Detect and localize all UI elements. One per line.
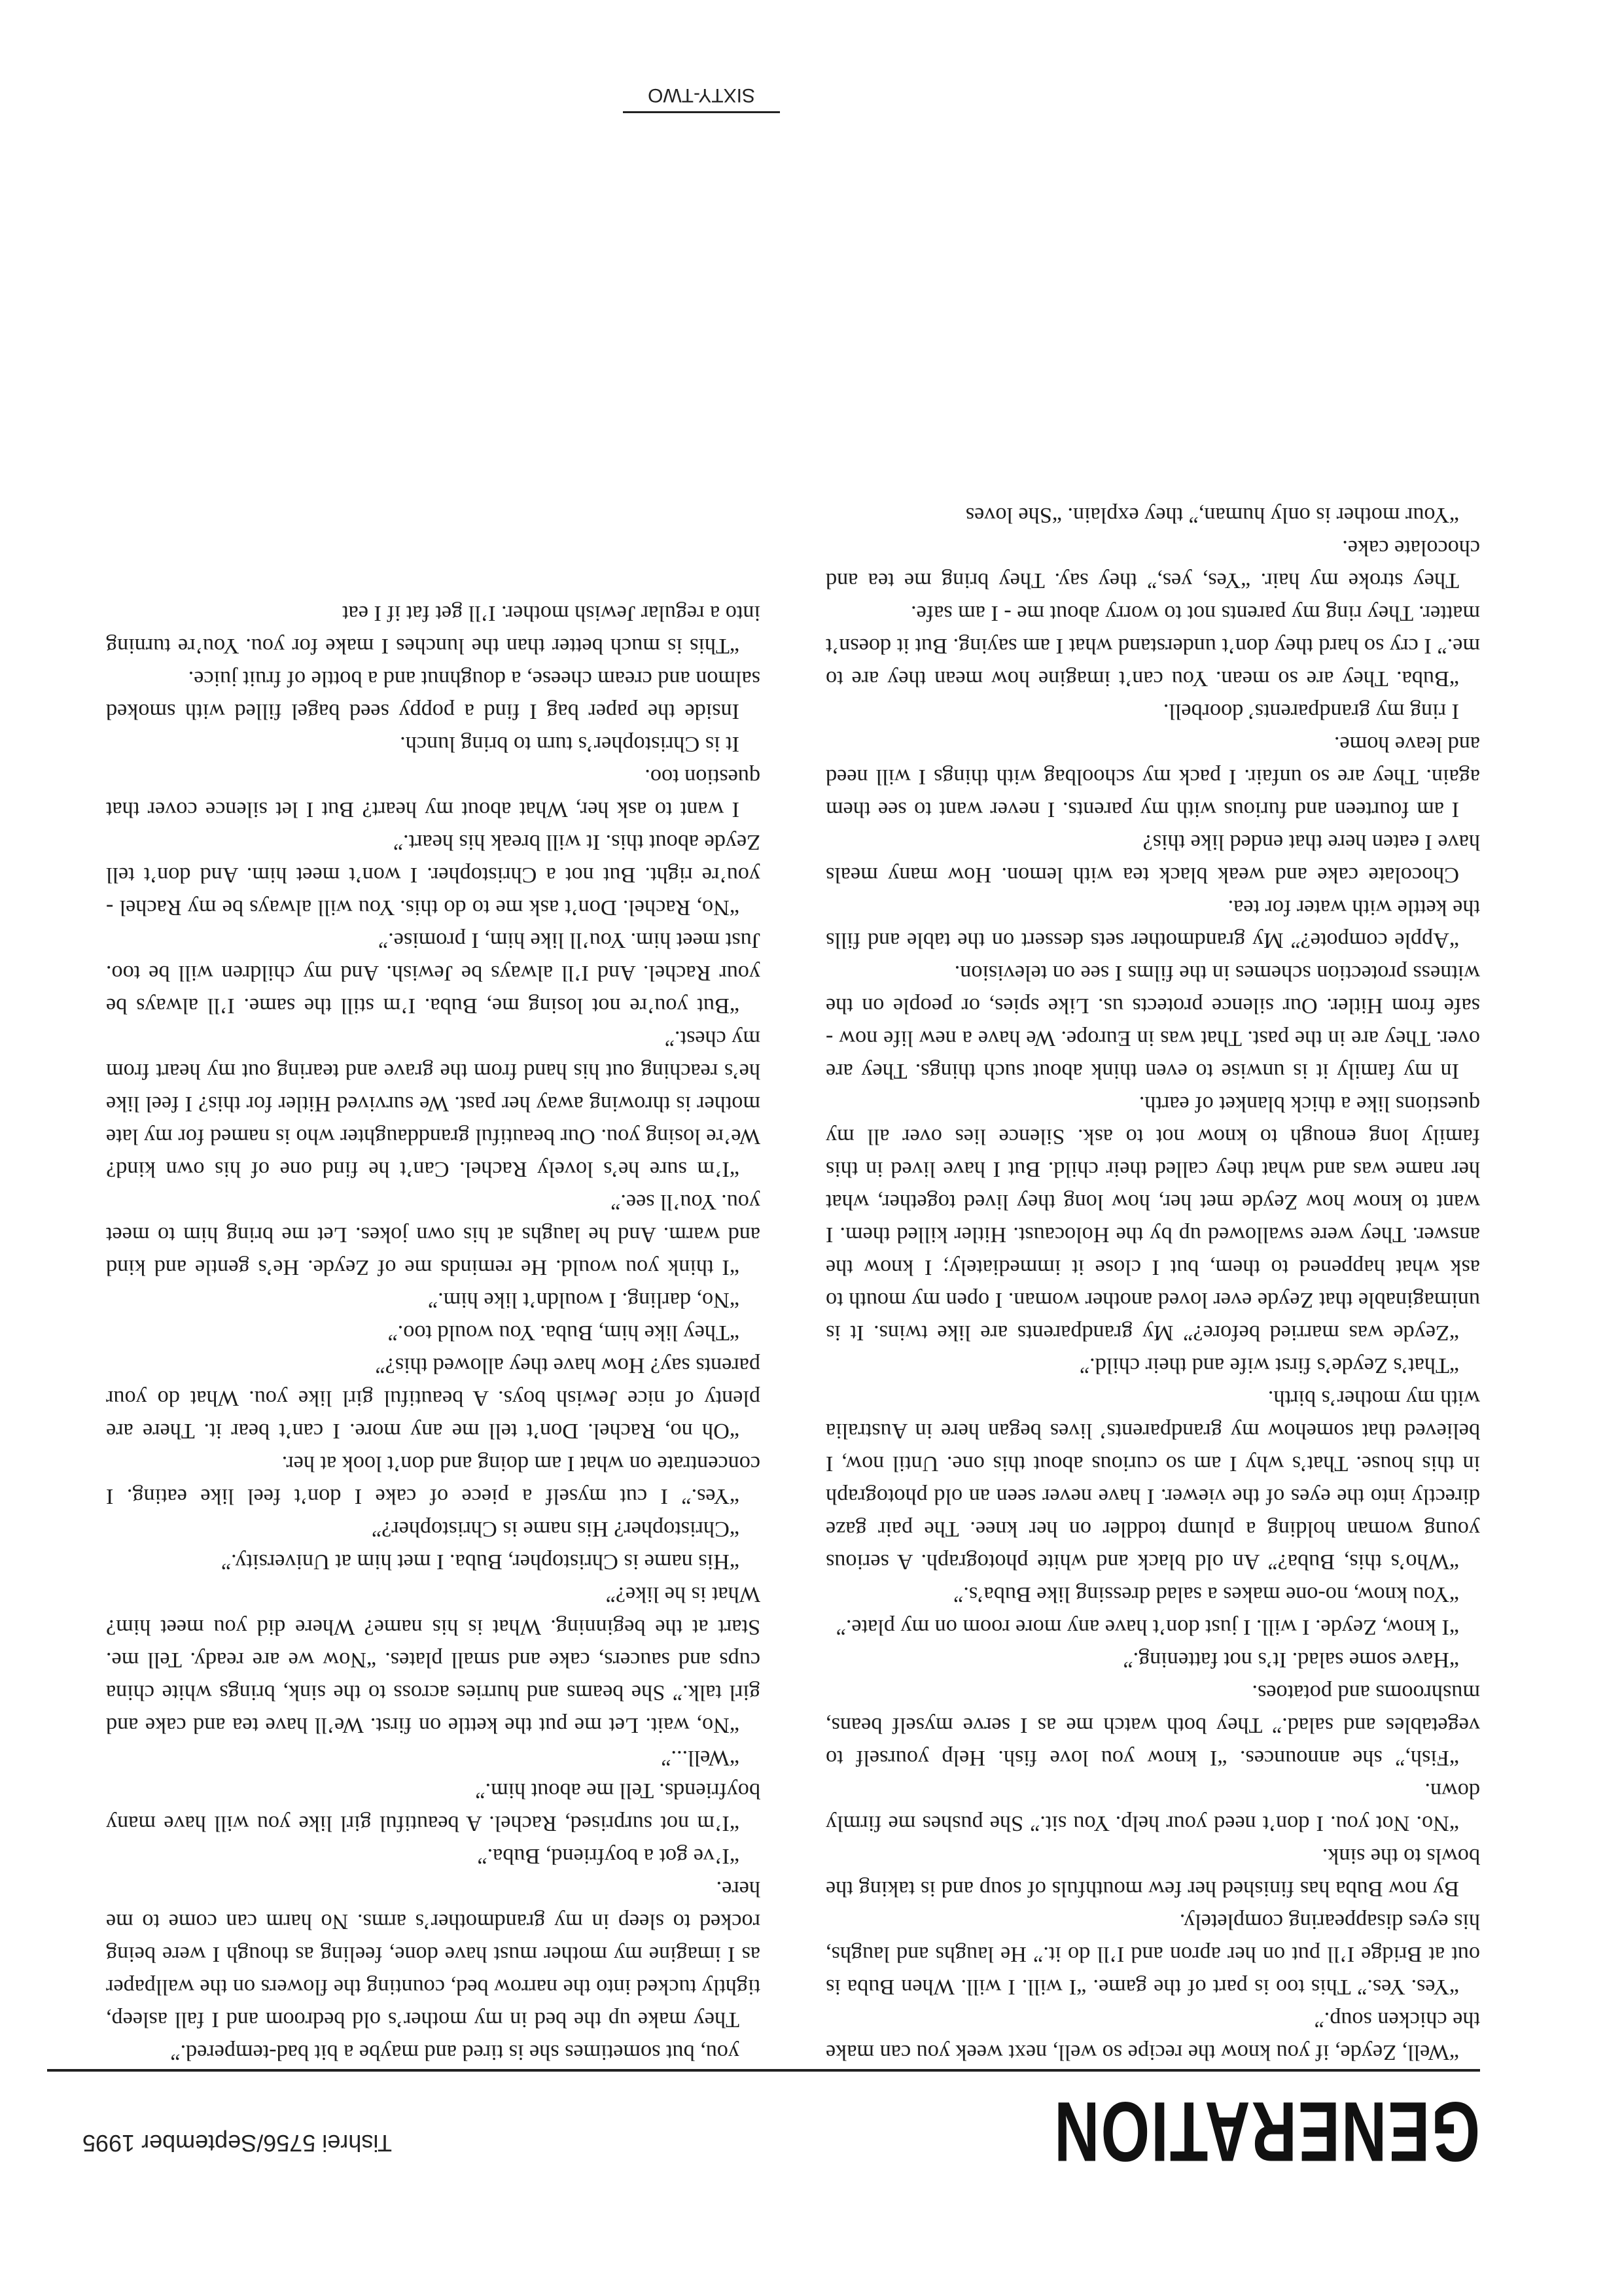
story-paragraph: “Zeyde was married before?” My grandparents are like twins. It is unimaginable that Zeyde ever loved another woman. I open my mouth to ask what happened to them, but I close it immediately; I know the answer. They were swallowed up by the Holocaust. Hitler killed them. I want to know how Zeyde met her, how long they lived together, what her name was and what they called their child. But I have lived in this family long enough to know not to ask. Silence lies over all my questions like a thick blanket of earth. (826, 1092, 1480, 1345)
story-paragraph: “But you’re not losing me, Buba. I’m still the same. I’ll always be your Rachel. And I’ll always be Jewish. And my children will be too. Just meet him. You’ll like him, I promise.” (106, 928, 760, 1018)
story-paragraph: In my family it is unwise to even think about such things. They are over. They are in the past. That was in Europe. We have a new life now - safe from Hitler. Our silence protects us. Like spies, or people on the witness protection schemes in the films I see on television. (826, 961, 1480, 1083)
story-paragraph: They stroke my hair. “Yes, yes,” they say. They bring me tea and chocolate cake. (826, 536, 1480, 593)
story-paragraph: “This is much better than the lunches I make for you. You’re turning into a regular Jewish mother. I’ll get fat if I eat (106, 601, 760, 658)
masthead-rule (47, 2069, 1480, 2072)
story-paragraph: “That’s Zeyde’s first wife and their child.” (1079, 1353, 1459, 1378)
story-paragraph: By now Buba has finished her few mouthfuls of soup and is taking the bowls to the sink. (826, 1844, 1480, 1901)
page-number: SIXTY-TWO (648, 84, 755, 106)
story-paragraph: “Well...” (661, 1746, 739, 1770)
story-paragraph: Inside the paper bag I find a poppy seed bagel filled with smoked salmon and cream cheese, a doughnut and a bottle of fruit juice. (106, 667, 760, 723)
story-paragraph: “Oh no, Rachel. Don’t tell me any more. I can’t bear it. There are plenty of nice Jewish boys. A beautiful girl like you. What do your parents say? How have they allowed this?” (106, 1353, 760, 1443)
issue-date: Tishrei 5756/September 1995 (82, 2130, 392, 2157)
story-paragraph: I want to ask her, What about my heart? But I let silence cover that question too. (106, 765, 760, 822)
story-paragraph: They make up the bed in my mother’s old bedroom and I fall asleep, tightly tucked into the narrow bed, counting the flowers on the wallpaper as I imagine my mother must have done, feeling as though I were being rocked to sleep in my grandmother’s arms. No harm can come to me here. (106, 1877, 760, 2032)
story-paragraph: “Who’s this, Buba?” An old black and white photograph. A serious young woman holding a plump toddler on her knee. The pair gaze directly into the eyes of the viewer. I have never seen an old photograph in this house. That’s why I am so curious about this one. Until now, I believed that somehow my grandparents’ lives began here in Australia with my mother’s birth. (826, 1386, 1480, 1574)
story-paragraph: It is Christopher’s turn to bring lunch. (400, 732, 739, 756)
story-paragraph: “His name is Christopher, Buba. I met him at University.” (221, 1550, 739, 1574)
story-paragraph: “No, wait. Let me put the kettle on first. We’ll have tea and cake and girl talk.” She beams and hurries across to the sink, brings white china cups and saucers, cake and small plates. “Now we are ready. Tell me. Start at the beginning. What is his name? Where did you meet him? What is he like?” (106, 1582, 760, 1737)
story-paragraph: I ring my grandparents’ doorbell. (1163, 699, 1459, 723)
story-paragraph: “Fish,” she announces. “I know you love fish. Help yourself to vegetables and salad.” They both watch me as I serve myself beans, mushrooms and potatoes. (826, 1680, 1480, 1770)
story-paragraph: “I know, Zeyde. I will. I just don’t have any more room on my plate.” (836, 1615, 1459, 1639)
story-paragraph: “Christopher? His name is Christopher?” (371, 1517, 739, 1541)
story-paragraph: “Yes. Yes.” This too is part of the game. “I will. I will. When Buba is out at Bridge I’ll put on her apron and I’ll do it.” He laughs and laughs, his eyes disappearing completely. (826, 1909, 1480, 1999)
text-column-right (106, 158, 760, 2068)
story-paragraph: “I’m not surprised, Rachel. A beautiful girl like you will have many boyfriends. Tell me about him.” (106, 1779, 760, 1835)
story-paragraph: “I’m sure he’s lovely Rachel. Can’t he find one of his own kind? We’re losing you. Our beautiful granddaughter who is named for my late mother is throwing away her past. We survived Hitler for this? I feel like he’s reaching out his hand from the grave and tearing out my heart from my chest.” (106, 1026, 760, 1181)
story-paragraph: “You know, no-one makes a salad dressing like Buba’s.” (953, 1582, 1459, 1607)
story-paragraph: I am fourteen and furious with my parents. I never want to see them again. They are so unfair. I pack my schoolbag with things I will need and leave home. (826, 732, 1480, 822)
story-paragraph: “Your mother is only human,” they explain. “She loves (965, 503, 1459, 527)
story-paragraph: you, but sometimes she is tired and maybe a bit bad-tempered.” (170, 2040, 739, 2064)
story-paragraph: “Well, Zeyde, if you know the recipe so well, next week you can make the chicken soup.” (826, 2008, 1480, 2064)
story-paragraph: “I think you would. He reminds me of Zeyde. He’s gentle and kind and warm. And he laughs at his own jokes. Let me bring him to meet you. You’ll see.” (106, 1190, 760, 1279)
story-paragraph: “No. Not you. I don’t need your help. You sit.” She pushes me firmly down. (826, 1779, 1480, 1835)
story-paragraph: Chocolate cake and weak black tea with lemon. How many meals have I eaten here that ended like this? (826, 830, 1480, 887)
magazine-name: GENERATION (1053, 2083, 1480, 2179)
story-paragraph: “Buba. They are so mean. You can’t imagine how mean they are to me.” I cry so hard they don’t understand what I am saying. But it doesn’t matter. They ring my parents not to worry about me - I am safe. (826, 601, 1480, 691)
story-paragraph: “Yes.” I cut myself a piece of cake I don’t feel like eating. I concentrate on what I am doing and don’t look at her. (106, 1452, 760, 1508)
footer-rule (623, 111, 780, 113)
story-paragraph: “Have some salad. It’s not fattening.” (1123, 1648, 1459, 1672)
story-paragraph: “They like him, Buba. You would too.” (387, 1321, 739, 1345)
masthead (67, 2083, 1480, 2179)
text-column-left (826, 158, 1480, 2068)
story-paragraph: “No, darling. I wouldn’t like him.” (427, 1288, 739, 1312)
story-paragraph: “I’ve got a boyfriend, Buba.” (477, 1844, 739, 1868)
story-paragraph: “No, Rachel. Don’t ask me to do this. You will always be my Rachel - you’re right. But not a Christopher. I won’t meet him. And don’t tell Zeyde about this. It will break his heart.” (106, 830, 760, 920)
story-paragraph: “Apple compote?” My grandmother sets dessert on the table and fills the kettle with water for tea. (826, 896, 1480, 952)
